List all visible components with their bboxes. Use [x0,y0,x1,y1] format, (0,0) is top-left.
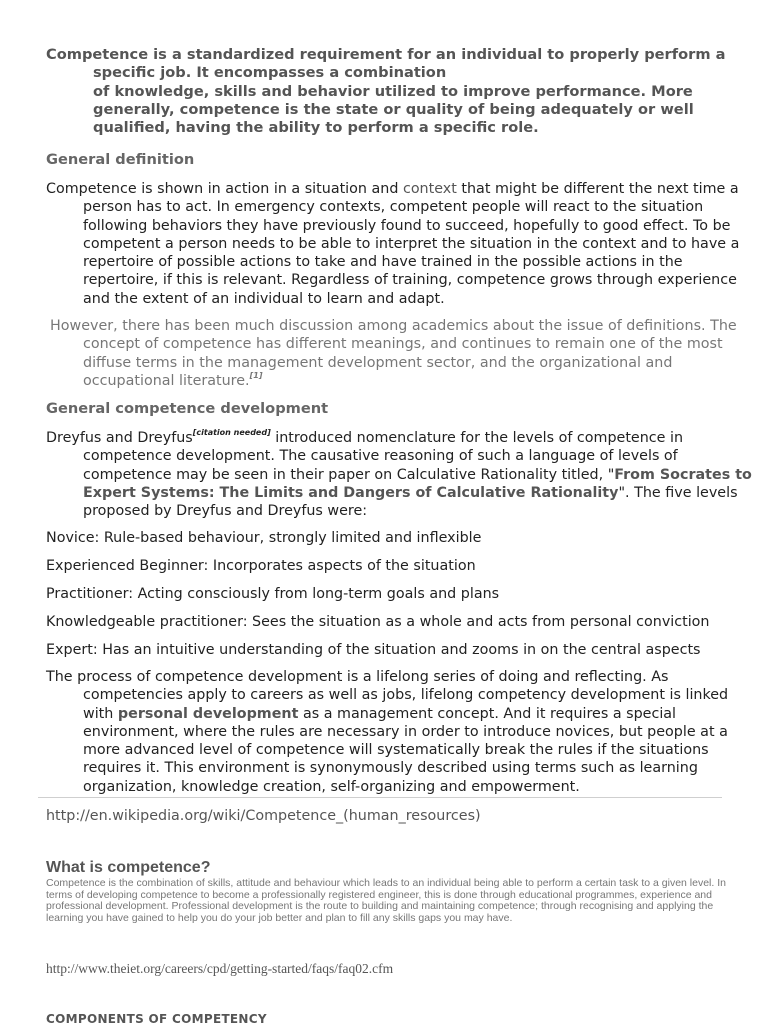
divider [38,797,722,798]
general-definition-heading: General definition [46,151,195,168]
intro-paragraph [46,46,768,137]
level-novice: Novice: Rule-based behaviour, strongly limited and inflexible [46,530,482,546]
dreyfus-text-c: ". The five levels proposed by Dreyfus and Dreyfus were: [83,484,738,520]
socrates-paper-link[interactable]: From Socrates to Expert Systems: The Limits and Dangers of Calculative Rationality [83,466,752,501]
level-practitioner: Practitioner: Acting consciously from long-term goals and plans [46,586,500,602]
dreyfus-paragraph [46,429,759,520]
intro-text-b: of knowledge, skills and behavior utilized to improve performance. More generally, competence is the state or quality of being adequately or well qualified, having the ability to perform a specific role. [93,82,694,137]
discussion-paragraph [50,317,759,390]
definition-paragraph [46,180,759,308]
what-is-competence-heading: What is competence? [46,859,211,876]
definition-text-a: Competence is shown in action in a situation and [46,181,403,197]
context-link[interactable]: context [402,181,457,197]
definition-text-b: that might be different the next time a person has to act. In emergency contexts, competent people will react to the situation following behaviors they have previously found to succeed, hopefully to good effect. To be competent a person needs to be able to interpret the situation in the context and to have a repertoire of possible actions to take and have trained in the possible actions in the repertoire, if this is relevant. Regardless of training, competence grows through experience and the extent of an individual to learn and adapt. [83,181,740,307]
iet-source-url[interactable]: http://www.theiet.org/careers/cpd/getting-started/faqs/faq02.cfm [46,961,394,976]
dreyfus-text-a: Dreyfus and Dreyfus [46,430,193,446]
what-is-competence-body: Competence is the combination of skills, attitude and behaviour which leads to an individual being able to perform a certain task to a given level. In terms of developing competence to become a professionally registered engineer, this is done through educational programmes, experience and professional development. Professional development is the route to building and maintaining competence; through recognising and applying the learning you have gained to help you do your job better and plan to fill any skills gaps you may have. [46,877,726,924]
lifelong-paragraph [46,668,759,796]
dreyfus-text-b: introduced nomenclature for the levels of competence in competence development. The causative reasoning of such a language of levels of competence may be seen in their paper on Calculative Rationality titled, " [83,430,684,483]
discussion-text: However, there has been much discussion among academics about the issue of definitions. The concept of competence has different meanings, and continues to remain one of the most diffuse terms in the management development sector, and the organizational and occupational literature. [50,318,737,389]
wikipedia-source-url[interactable]: http://en.wikipedia.org/wiki/Competence_(human_resources) [46,808,481,824]
development-heading: General competence development [46,400,329,417]
lifelong-text-a: The process of competence development is a lifelong series of doing and reflecting. As competencies apply to careers as well as jobs, lifelong competency development is linked with [46,669,729,722]
components-heading: COMPONENTS OF COMPETENCY [46,1012,267,1026]
level-experienced-beginner: Experienced Beginner: Incorporates aspects of the situation [46,558,476,574]
citation-needed-link[interactable]: [citation needed] [192,428,271,437]
level-knowledgeable-practitioner: Knowledgeable practitioner: Sees the situation as a whole and acts from personal conviction [46,614,710,630]
personal-development-link[interactable]: personal development [117,705,299,722]
reference-1-link[interactable]: [1] [249,370,263,380]
lifelong-text-b: as a management concept. And it requires a special environment, where the rules are necessary in order to introduce novices, but people at a more advanced level of competence will systematically break the rules if the situations requires it. This environment is synonymously described using terms such as learning organization, knowledge creation, self-organizing and empowerment. [83,705,728,795]
level-expert: Expert: Has an intuitive understanding of the situation and zooms in on the central aspects [46,642,701,658]
intro-text-a: Competence is a standardized requirement for an individual to properly perform a specific job. It encompasses a combination [46,46,726,82]
